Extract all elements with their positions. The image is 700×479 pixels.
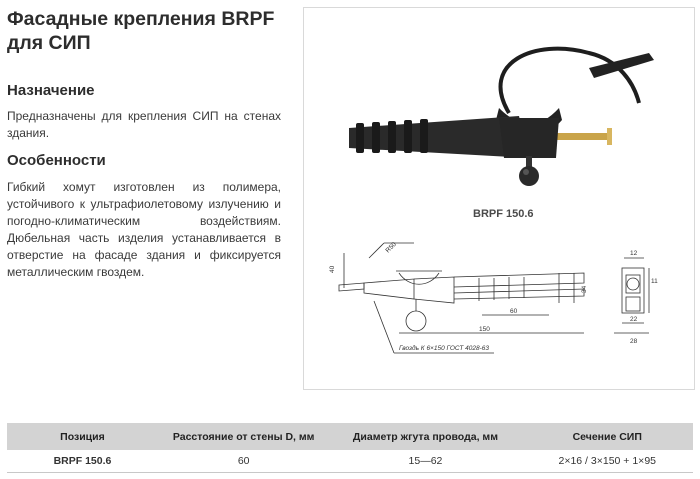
product-caption: BRPF 150.6	[473, 208, 534, 220]
technical-drawing	[304, 233, 696, 383]
table-header-row	[7, 423, 693, 450]
dim-28: 28	[630, 338, 638, 345]
cell-section: 2×16 / 3×150 + 1×95	[521, 450, 693, 473]
header-diameter: Диаметр жгута провода, мм	[329, 423, 521, 450]
page-title	[7, 7, 297, 55]
features-text: Гибкий хомут изготовлен из полимера, устойчивого к ультрафиолетовому излучению и погодно-климатическим воздействиям. Дюбельная часть изделия устанавливается в отверстие на фасаде здания и фиксируется металлическим гвоздем.	[7, 180, 281, 279]
nail-note: Гвоздь К 6×150 ГОСТ 4028-63	[399, 345, 489, 352]
cell-distance: 60	[158, 450, 330, 473]
title-line-1: Фасадные крепления BRPF	[7, 8, 275, 30]
spec-table	[7, 423, 693, 473]
features-heading: Особенности	[7, 152, 106, 169]
dim-12: 12	[630, 250, 638, 257]
product-photo	[304, 8, 696, 208]
purpose-heading: Назначение	[7, 82, 95, 99]
title-line-2: для СИП	[7, 32, 91, 54]
header-position: Позиция	[7, 423, 158, 450]
dim-40: 40	[329, 265, 336, 273]
dim-22: 22	[630, 316, 638, 323]
purpose-text: Предназначены для крепления СИП на стенах здания.	[7, 109, 281, 140]
cell-diameter: 15—62	[329, 450, 521, 473]
dim-150: 150	[479, 326, 490, 333]
dim-60: 60	[510, 308, 518, 315]
dim-r50: R50	[384, 241, 398, 255]
product-image-panel	[303, 7, 695, 390]
cell-position: BRPF 150.6	[7, 450, 158, 473]
header-distance: Расстояние от стены D, мм	[158, 423, 330, 450]
dim-34: 34	[581, 285, 588, 293]
dim-11: 11	[651, 278, 658, 285]
header-section: Сечение СИП	[521, 423, 693, 450]
table-row	[7, 450, 693, 473]
